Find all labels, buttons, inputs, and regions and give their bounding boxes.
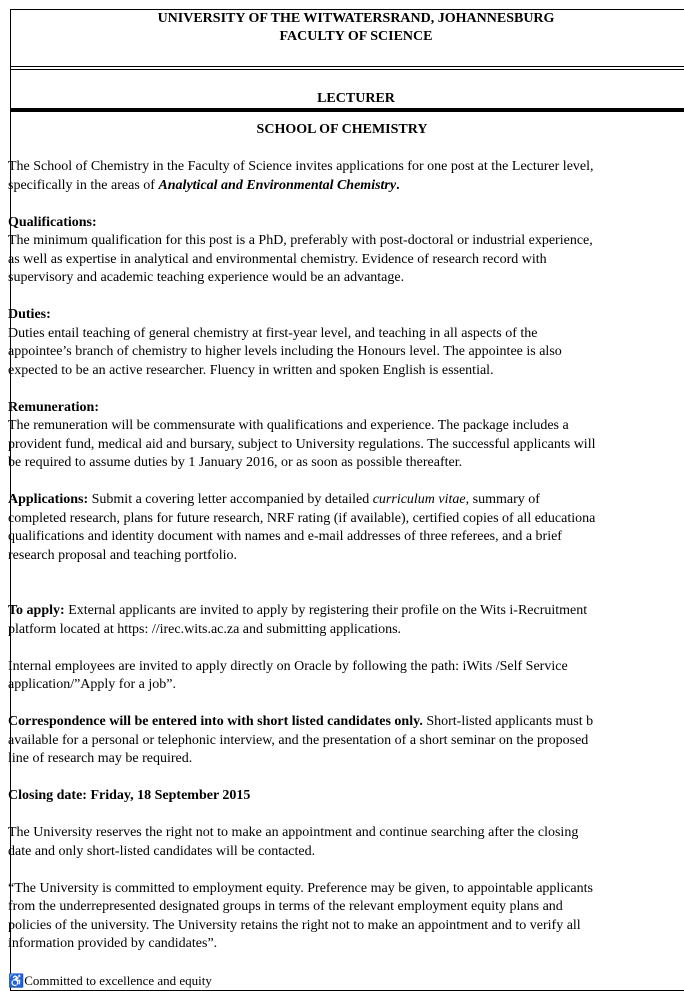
faculty-name: FACULTY OF SCIENCE <box>279 29 433 44</box>
equity-line: information provided by candidates”. <box>8 936 218 951</box>
internal-section <box>8 658 684 695</box>
specialisation-areas: Analytical and Environmental Chemistry <box>158 177 397 193</box>
duties-line: expected to be an active researcher. Fluency in written and spoken English is essential. <box>8 362 494 378</box>
wheelchair-icon: ♿ <box>8 973 25 988</box>
qualifications-line: as well as expertise in analytical and environmental chemistry. Evidence of research record with <box>8 251 547 267</box>
equity-line: from the underrepresented designated groups in terms of the relevant employment equity plans and <box>8 899 563 914</box>
intro-suffix: . <box>396 177 400 193</box>
equity-line: policies of the university. The University retains the right not to make an appointment and to verify all <box>8 917 581 933</box>
applications-text: Submit a covering letter accompanied by detailed <box>88 492 373 507</box>
advert-body <box>8 121 684 991</box>
correspondence-line: line of research may be required. <box>8 751 193 766</box>
qualifications-section <box>8 214 684 288</box>
correspondence-heading: Correspondence will be entered into with short listed candidates only. <box>8 714 423 729</box>
internal-line: Internal employees are invited to apply directly on Oracle by following the path: iWits /Self Service <box>8 658 568 674</box>
remuneration-line: The remuneration will be commensurate with qualifications and experience. The package includes a <box>8 418 569 433</box>
curriculum-vitae: curriculum vitae <box>372 492 466 507</box>
applications-heading: Applications: <box>8 492 89 507</box>
equity-line: “The University is committed to employment equity. Preference may be given, to appointable applicants <box>8 880 593 896</box>
applications-line: research proposal and teaching portfolio. <box>8 547 237 563</box>
correspondence-text: Short-listed applicants must b <box>422 714 594 729</box>
correspondence-section <box>8 713 684 769</box>
reserves-line: The University reserves the right not to make an appointment and continue searching after the closing <box>8 825 579 840</box>
internal-line: application/”Apply for a job”. <box>8 677 176 692</box>
to-apply-text: External applicants are invited to apply by registering their profile on the Wits i-Recruitment <box>64 603 588 618</box>
intro-line <box>8 177 684 196</box>
school-title: SCHOOL OF CHEMISTRY <box>256 122 428 137</box>
applications-text: , summary of <box>465 492 540 507</box>
duties-line: appointee’s branch of chemistry to higher levels including the Honours level. The appointee is also <box>8 344 562 359</box>
closing-date: Closing date: Friday, 18 September 2015 <box>8 788 251 803</box>
reserves-line: date and only short-listed candidates will be contacted. <box>8 843 316 859</box>
applications-section <box>8 491 684 565</box>
remuneration-section <box>8 399 684 473</box>
remuneration-heading: Remuneration: <box>8 399 99 415</box>
to-apply-heading: To apply: <box>8 603 65 618</box>
correspondence-line <box>8 713 684 732</box>
equity-section <box>8 880 684 954</box>
to-apply-section <box>8 602 684 639</box>
qualifications-line: supervisory and academic teaching experience would be an advantage. <box>8 270 405 285</box>
remuneration-line: provident fund, medical aid and bursary, subject to University regulations. The successful applicants will <box>8 436 596 452</box>
footer-slogan-line <box>8 972 684 991</box>
reserves-section <box>8 824 684 861</box>
applications-line: completed research, plans for future research, NRF rating (if available), certified copies of all educationa <box>8 510 596 526</box>
applications-line <box>8 491 684 510</box>
to-apply-line <box>8 602 684 621</box>
correspondence-line: available for a personal or telephonic interview, and the presentation of a short seminar on the proposed <box>8 732 589 748</box>
intro-section <box>8 158 684 195</box>
position-title: LECTURER <box>317 91 395 106</box>
university-name: UNIVERSITY OF THE WITWATERSRAND, JOHANNESBURG <box>157 11 555 26</box>
footer-slogan: Committed to excellence and equity <box>24 973 212 988</box>
to-apply-line: platform located at https: //irec.wits.ac.za and submitting applications. <box>8 621 402 637</box>
remuneration-line: be required to assume duties by 1 January 2016, or as soon as possible thereafter. <box>8 455 463 470</box>
qualifications-heading: Qualifications: <box>8 214 97 230</box>
intro-prefix: specifically in the areas of <box>8 177 159 193</box>
duties-line: Duties entail teaching of general chemistry at first-year level, and teaching in all aspects of the <box>8 325 538 341</box>
double-divider <box>11 66 684 70</box>
thick-divider <box>11 108 684 112</box>
intro-line: The School of Chemistry in the Faculty of Science invites applications for one post at the Lecturer level, <box>8 159 594 174</box>
duties-section <box>8 306 684 380</box>
qualifications-line: The minimum qualification for this post is a PhD, preferably with post-doctoral or industrial experience, <box>8 233 593 248</box>
duties-heading: Duties: <box>8 307 51 322</box>
applications-line: qualifications and identity document with names and e-mail addresses of three referees, and a brief <box>8 529 562 544</box>
